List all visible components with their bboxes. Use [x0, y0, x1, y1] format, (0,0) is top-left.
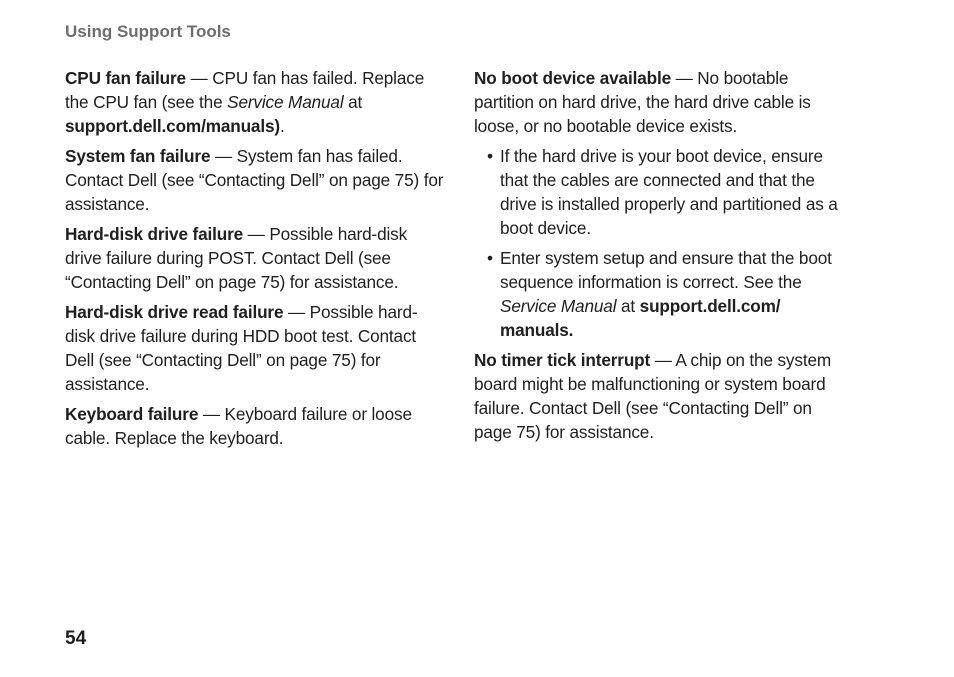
- entry-term: No timer tick interrupt: [474, 350, 651, 370]
- page-number: 54: [65, 628, 87, 649]
- entry-system-fan-failure: [65, 144, 445, 216]
- bullet-icon: •: [487, 146, 493, 166]
- bullet-item: [474, 144, 852, 240]
- entry-keyboard-failure: [65, 402, 445, 450]
- bullet-text: If the hard drive is your boot device, ensure that the cables are connected and that the drive is installed properly and partitioned as a boot device.: [500, 146, 838, 238]
- right-column: [474, 66, 852, 450]
- entry-cpu-fan-failure: [65, 66, 445, 138]
- entry-no-timer-tick-interrupt: [474, 348, 852, 444]
- entry-term: Hard-disk drive failure: [65, 224, 244, 244]
- entry-text: .: [279, 116, 285, 136]
- entry-text: — Possible hard-disk drive failure during POST. Contact Dell (see “Contacting Dell” on page 75) for assistance.: [65, 224, 408, 292]
- entry-term: CPU fan failure: [65, 68, 186, 88]
- service-manual-reference: Service Manual: [227, 92, 344, 112]
- support-url: support.dell.com/manuals): [65, 116, 280, 136]
- entry-no-boot-device: [474, 66, 852, 138]
- page-header: Using Support Tools: [65, 22, 231, 41]
- entry-text: — No bootable partition on hard drive, the hard drive cable is loose, or no bootable device exists.: [474, 68, 811, 136]
- entry-hard-disk-drive-failure: [65, 222, 445, 294]
- entry-term: System fan failure: [65, 146, 211, 166]
- entry-text: — Possible hard-disk drive failure during HDD boot test. Contact Dell (see “Contacting Dell” on page 75) for assistance.: [65, 302, 418, 394]
- entry-term: Hard-disk drive read failure: [65, 302, 284, 322]
- entry-term: No boot device available: [474, 68, 671, 88]
- left-column: [65, 66, 445, 456]
- entry-hard-disk-drive-read-failure: [65, 300, 445, 396]
- entry-term: Keyboard failure: [65, 404, 199, 424]
- entry-text: — System fan has failed. Contact Dell (see “Contacting Dell” on page 75) for assistance.: [65, 146, 444, 214]
- bullet-text: Enter system setup and ensure that the boot sequence information is correct. See the: [500, 248, 832, 292]
- entry-text: — CPU fan has failed. Replace the CPU fan (see the: [65, 68, 425, 112]
- entry-text: — Keyboard failure or loose cable. Replace the keyboard.: [65, 404, 412, 448]
- bullet-item: [474, 246, 852, 342]
- entry-text: at: [343, 92, 363, 112]
- support-url: support.dell.com/ manuals.: [500, 296, 781, 340]
- entry-text: — A chip on the system board might be malfunctioning or system board failure. Contact Dell (see “Contacting Dell” on page 75) for assistance.: [474, 350, 832, 442]
- bullet-list: [474, 144, 852, 342]
- bullet-icon: •: [487, 248, 493, 268]
- service-manual-reference: Service Manual: [500, 296, 617, 316]
- bullet-text: at: [616, 296, 640, 316]
